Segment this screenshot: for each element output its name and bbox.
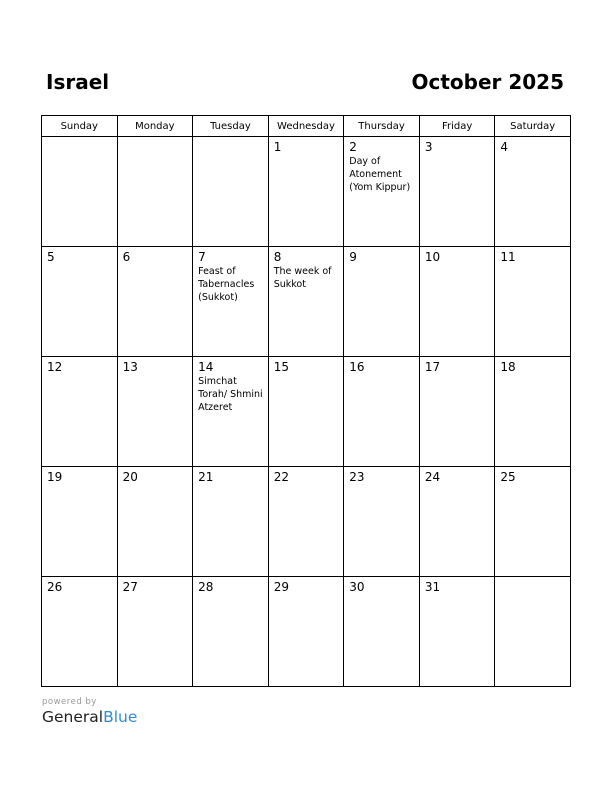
day-cell (193, 137, 269, 247)
day-number: 16 (349, 360, 365, 374)
day-number: 22 (273, 470, 289, 484)
day-cell (344, 467, 420, 577)
day-number: 15 (273, 360, 289, 374)
country-title: Israel (46, 70, 110, 94)
logo-blue-text: Blue (103, 708, 138, 726)
day-number: 30 (349, 580, 365, 594)
day-number: 28 (198, 580, 214, 594)
week-row (42, 577, 571, 687)
day-cell (117, 247, 193, 357)
day-number: 19 (47, 470, 63, 484)
holiday-label: The week of Sukkot (273, 266, 332, 290)
day-number: 31 (424, 580, 441, 594)
week-row (42, 247, 571, 357)
generalblue-logo (42, 708, 137, 726)
day-number: 13 (122, 360, 138, 374)
day-number: 11 (500, 250, 516, 264)
day-cell (268, 247, 344, 357)
day-cell (42, 577, 118, 687)
day-cell (117, 357, 193, 467)
day-cell (42, 467, 118, 577)
day-cell (495, 137, 571, 247)
day-number: 18 (500, 360, 516, 374)
day-cell (193, 247, 269, 357)
day-number: 2 (349, 140, 357, 154)
day-number: 6 (122, 250, 131, 264)
weekday-saturday: Saturday (495, 116, 571, 137)
day-cell (193, 467, 269, 577)
day-cell (268, 357, 344, 467)
day-cell (268, 577, 344, 687)
day-number: 17 (424, 360, 441, 374)
day-cell (117, 137, 193, 247)
day-cell (42, 247, 118, 357)
day-number: 5 (47, 250, 55, 264)
day-cell (344, 577, 420, 687)
week-row (42, 467, 571, 577)
day-number: 7 (198, 250, 206, 264)
day-cell (419, 357, 495, 467)
day-cell (344, 357, 420, 467)
day-number: 25 (500, 470, 516, 484)
day-number: 10 (424, 250, 441, 264)
logo-general-text: General (42, 708, 104, 726)
day-number: 4 (500, 140, 509, 154)
day-number: 27 (122, 580, 138, 594)
day-cell (193, 357, 269, 467)
day-number: 12 (47, 360, 63, 374)
powered-by-text: powered by (42, 697, 97, 707)
weekday-header-row (42, 116, 571, 137)
calendar-grid (41, 115, 571, 687)
holiday-label: Day of Atonement (Yom Kippur) (349, 156, 411, 193)
day-number: 3 (424, 140, 433, 154)
day-number: 1 (273, 140, 282, 154)
day-cell (193, 577, 269, 687)
day-number: 8 (273, 250, 282, 264)
day-cell (495, 247, 571, 357)
day-cell (344, 247, 420, 357)
weekday-friday: Friday (419, 116, 495, 137)
weekday-tuesday: Tuesday (193, 116, 269, 137)
weekday-sunday: Sunday (42, 116, 118, 137)
day-number: 23 (349, 470, 365, 484)
day-cell (495, 467, 571, 577)
day-cell (419, 247, 495, 357)
holiday-label: Simchat Torah/ Shmini Atzeret (198, 376, 263, 413)
weekday-wednesday: Wednesday (268, 116, 344, 137)
day-cell (268, 137, 344, 247)
weekday-monday: Monday (117, 116, 193, 137)
day-cell (268, 467, 344, 577)
day-cell (419, 577, 495, 687)
weekday-thursday: Thursday (344, 116, 420, 137)
day-number: 29 (273, 580, 289, 594)
brand-footer (42, 697, 137, 726)
day-number: 20 (122, 470, 138, 484)
day-number: 21 (198, 470, 214, 484)
day-cell (117, 577, 193, 687)
week-row (42, 357, 571, 467)
day-number: 9 (349, 250, 357, 264)
holiday-label: Feast of Tabernacles (Sukkot) (198, 266, 255, 303)
day-cell (117, 467, 193, 577)
day-number: 14 (198, 360, 214, 374)
week-row (42, 137, 571, 247)
day-cell (42, 137, 118, 247)
day-number: 26 (47, 580, 63, 594)
day-cell (419, 137, 495, 247)
day-cell (495, 357, 571, 467)
day-cell (495, 577, 571, 687)
day-number: 24 (424, 470, 441, 484)
day-cell (419, 467, 495, 577)
month-title: October 2025 (411, 70, 564, 94)
day-cell (344, 137, 420, 247)
day-cell (42, 357, 118, 467)
